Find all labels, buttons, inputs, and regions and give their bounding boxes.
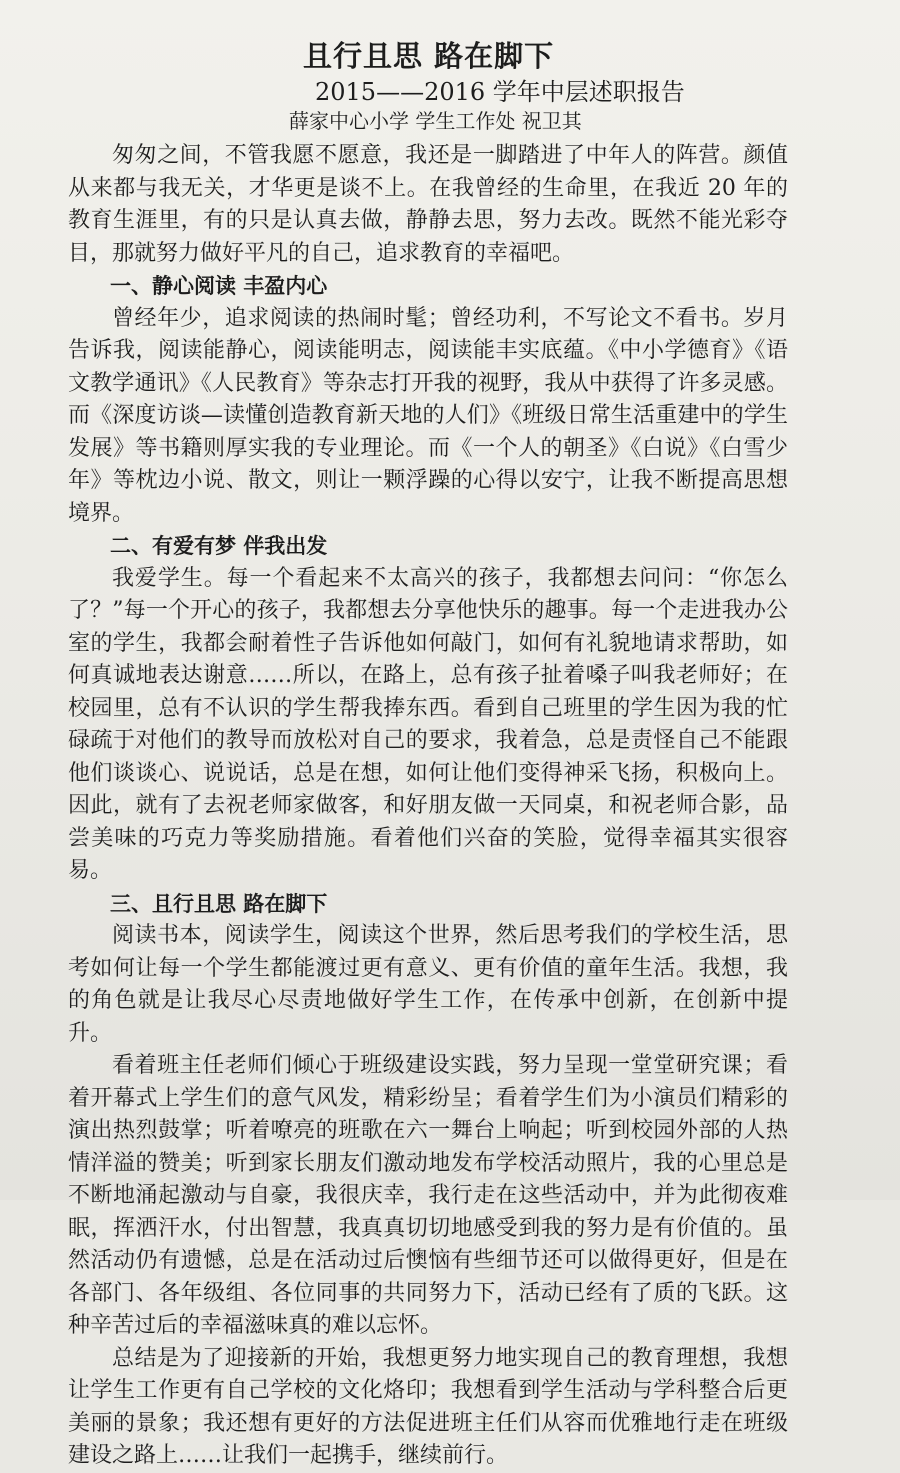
document-subtitle: 2015——2016 学年中层述职报告 [315, 78, 685, 106]
paragraph-love-students: 我爱学生。每一个看起来不太高兴的孩子，我都想去问问：“你怎么了？”每一个开心的孩子，我都想去分享他快乐的趣事。每一个走进我办公室的学生，我都会耐着性子告诉他如何敲门，如何有礼貌地请求帮助，如何真诚地表达谢意……所以，在路上，总有孩子扯着嗓子叫我老师好；在校园里，总有不认识的学生帮我捧东西。看到自己班里的学生因为我的忙碌疏于对他们的教导而放松对自己的要求，我着急，总是责怪自己不能跟他们谈谈心、说说话，总是在想，如何让他们变得神采飞扬，积极向上。因此，就有了去祝老师家做客，和好朋友做一天同桌，和祝老师合影，品尝美味的巧克力等奖励措施。看着他们兴奋的笑脸，觉得幸福其实很容易。 [68, 565, 788, 883]
paragraph-activities: 看着班主任老师们倾心于班级建设实践，努力呈现一堂堂研究课；看着开幕式上学生们的意气风发，精彩纷呈；看着学生们为小演员们精彩的演出热烈鼓掌；听着嘹亮的班歌在六一舞台上响起；听到校园外部的人热情洋溢的赞美；听到家长朋友们激动地发布学校活动照片，我的心里总是不断地涌起激动与自豪，我很庆幸，我行走在这些活动中，并为此彻夜难眠，挥洒汗水，付出智慧，我真真切切地感受到我的努力是有价值的。虽然活动仍有遗憾，总是在活动过后懊恼有些细节还可以做得更好，但是在各部门、各年级组、各位同事的共同努力下，活动已经有了质的飞跃。这种辛苦过后的幸福滋味真的难以忘怀。 [68, 1053, 788, 1338]
paragraph-conclusion: 总结是为了迎接新的开始，我想更努力地实现自己的教育理想，我想让学生工作更有自己学校的文化烙印；我想看到学生活动与学科整合后更美丽的景象；我还想有更好的方法促进班主任们从容而优雅地行走在班级建设之路上……让我们一起携手，继续前行。 [68, 1345, 788, 1468]
paragraph-reading: 曾经年少，追求阅读的热闹时髦；曾经功利，不写论文不看书。岁月告诉我，阅读能静心，阅读能明志，阅读能丰实底蕴。《中小学德育》《语文教学通讯》《人民教育》等杂志打开我的视野，我从中获得了许多灵感。而《深度访谈—读懂创造教育新天地的人们》《班级日常生活重建中的学生发展》等书籍则厚实我的专业理论。而《一个人的朝圣》《白说》《白雪少年》等枕边小说、散文，则让一颗浮躁的心得以安宁，让我不断提高思想境界。 [68, 305, 788, 526]
document-title: 且行且思 路在脚下 [303, 39, 555, 73]
document-body [68, 140, 788, 1473]
section-heading-2: 二、有爱有梦 伴我出发 [110, 533, 328, 558]
author-byline: 薛家中心小学 学生工作处 祝卫其 [289, 109, 582, 133]
paragraph-reflection: 阅读书本，阅读学生，阅读这个世界，然后思考我们的学校生活，思考如何让每一个学生都能渡过更有意义、更有价值的童年生活。我想，我的角色就是让我尽心尽责地做好学生工作，在传承中创新，在创新中提升。 [68, 923, 788, 1046]
section-heading-1: 一、静心阅读 丰盈内心 [110, 273, 328, 298]
paragraph-intro: 匆匆之间，不管我愿不愿意，我还是一脚踏进了中年人的阵营。颜值从来都与我无关，才华更是谈不上。在我曾经的生命里，在我近 20 年的教育生涯里，有的只是认真去做，静静去思，努力去改。既然不能光彩夺目，那就努力做好平凡的自己，追求教育的幸福吧。 [68, 143, 788, 266]
section-heading-3: 三、且行且思 路在脚下 [110, 890, 328, 916]
